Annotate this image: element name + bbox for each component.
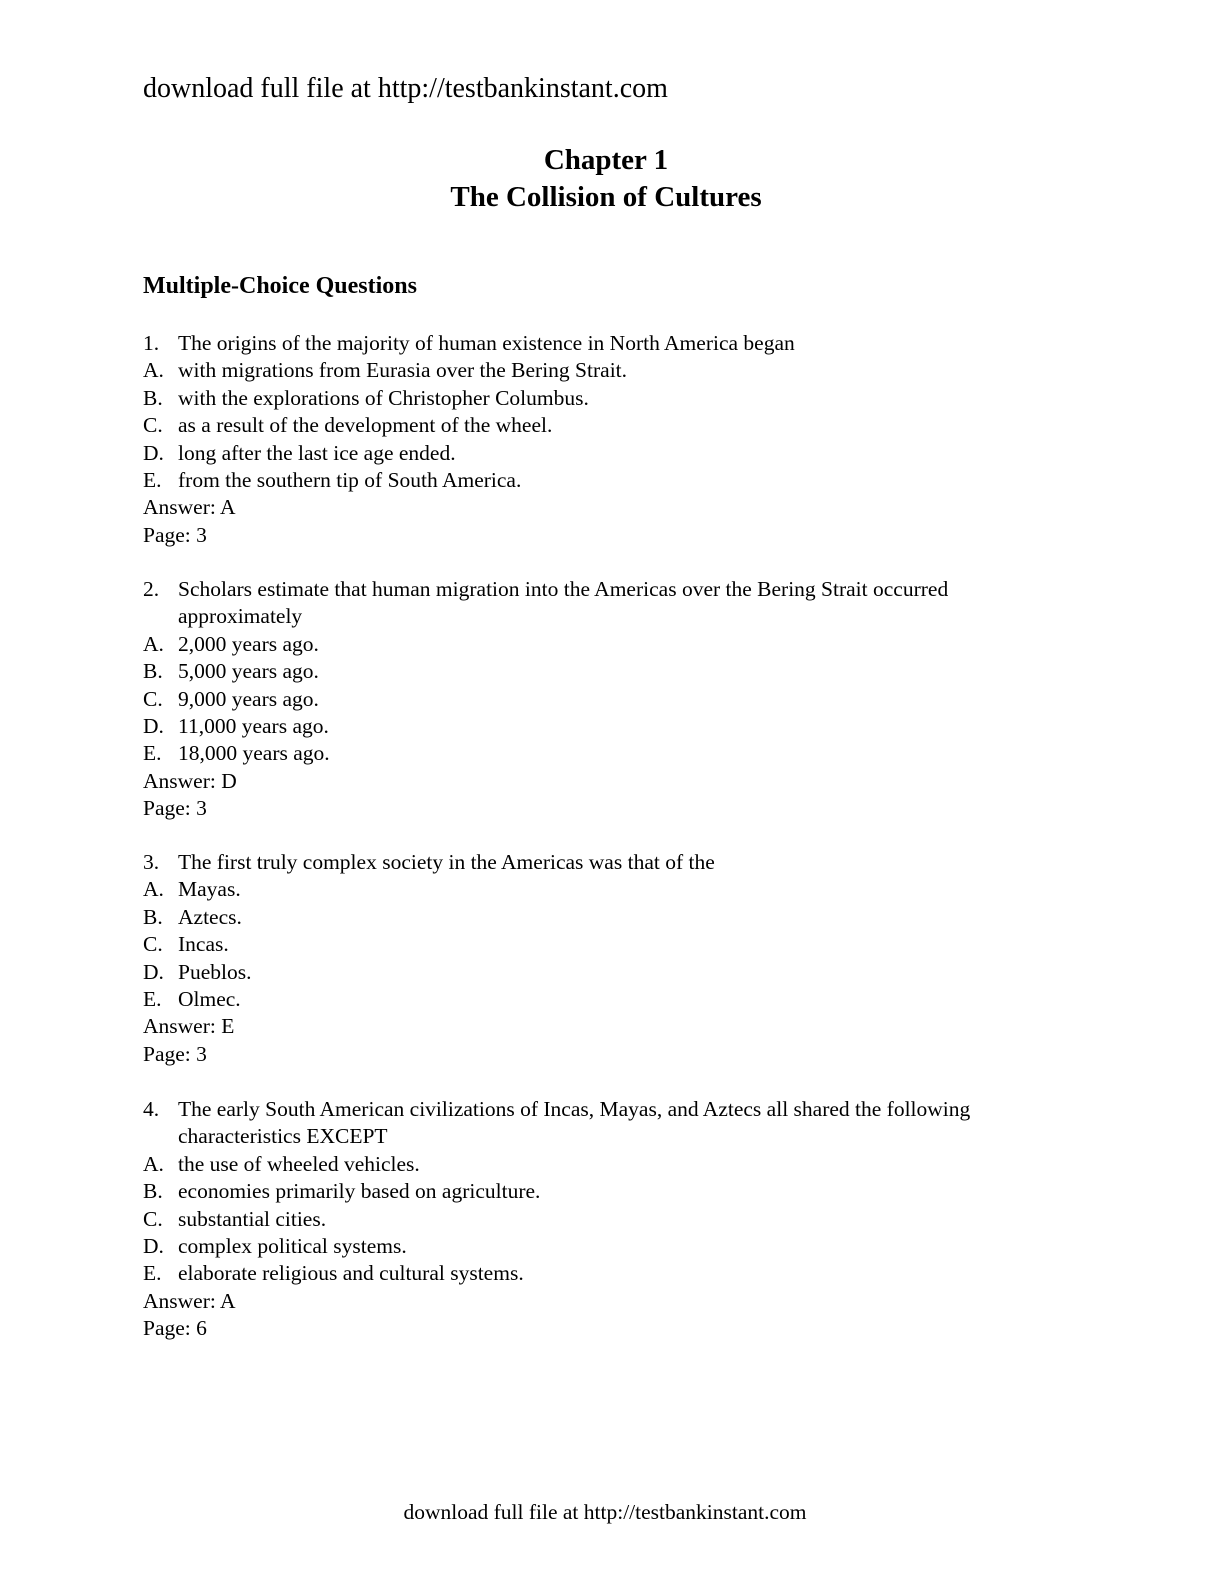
- option-c: [143, 686, 1073, 713]
- option-letter: D.: [143, 959, 164, 984]
- option-e: [143, 467, 1073, 494]
- option-letter: B.: [143, 904, 163, 929]
- option-text: complex political systems.: [178, 1234, 407, 1259]
- option-text: elaborate religious and cultural systems.: [178, 1261, 524, 1286]
- answer-line: Answer: D: [143, 768, 237, 793]
- option-a: [143, 876, 1073, 903]
- option-d: [143, 440, 1073, 467]
- option-text: Olmec.: [178, 987, 241, 1012]
- option-letter: C.: [143, 932, 163, 957]
- option-text: with the explorations of Christopher Columbus.: [178, 385, 589, 410]
- question-text: The origins of the majority of human existence in North America began: [178, 331, 795, 355]
- option-text: with migrations from Eurasia over the Bering Strait.: [178, 358, 628, 383]
- question-2: [143, 576, 1073, 823]
- option-letter: D.: [143, 714, 164, 739]
- option-d: [143, 713, 1073, 740]
- option-letter: E.: [143, 468, 162, 493]
- option-text: long after the last ice age ended.: [178, 440, 456, 465]
- option-c: [143, 412, 1073, 439]
- question-number: 3.: [143, 850, 160, 874]
- question-stem: [143, 1096, 1073, 1151]
- option-text: Aztecs.: [178, 904, 242, 929]
- question-stem: [143, 576, 1073, 631]
- option-a: [143, 357, 1073, 384]
- option-letter: E.: [143, 741, 162, 766]
- answer-line: Answer: A: [143, 495, 236, 520]
- option-text: 9,000 years ago.: [178, 686, 319, 711]
- page-reference: Page: 3: [143, 522, 207, 547]
- question-text: The first truly complex society in the Americas was that of the: [178, 850, 715, 874]
- page-reference: Page: 3: [143, 796, 207, 821]
- option-text: as a result of the development of the wheel.: [178, 413, 553, 438]
- question-number: 4.: [143, 1097, 160, 1121]
- question-stem: [143, 330, 1073, 357]
- option-letter: A.: [143, 877, 164, 902]
- option-text: from the southern tip of South America.: [178, 468, 522, 493]
- option-text: Incas.: [178, 932, 229, 957]
- option-letter: A.: [143, 1151, 164, 1176]
- option-b: [143, 904, 1073, 931]
- option-text: 2,000 years ago.: [178, 631, 319, 656]
- question-1: [143, 330, 1073, 549]
- question-number: 2.: [143, 577, 160, 601]
- option-text: Pueblos.: [178, 959, 252, 984]
- page-reference: Page: 3: [143, 1041, 207, 1066]
- option-b: [143, 658, 1073, 685]
- option-c: [143, 931, 1073, 958]
- footer-download-link[interactable]: download full file at http://testbankinstant.com: [403, 1500, 807, 1524]
- option-text: Mayas.: [178, 877, 241, 902]
- option-c: [143, 1206, 1073, 1233]
- question-text: The early South American civilizations of Incas, Mayas, and Aztecs all shared the following characteristics EXCEPT: [178, 1097, 971, 1149]
- option-text: 11,000 years ago.: [178, 714, 329, 739]
- option-letter: D.: [143, 1234, 164, 1259]
- question-stem: [143, 849, 1073, 876]
- option-b: [143, 385, 1073, 412]
- option-text: the use of wheeled vehicles.: [178, 1151, 420, 1176]
- option-letter: E.: [143, 987, 162, 1012]
- option-letter: A.: [143, 631, 164, 656]
- header-download-link[interactable]: download full file at http://testbankinstant.com: [143, 73, 668, 104]
- section-heading: Multiple-Choice Questions: [143, 273, 417, 299]
- question-4: [143, 1096, 1073, 1343]
- option-text: 18,000 years ago.: [178, 741, 330, 766]
- page-title: [0, 142, 1212, 216]
- option-letter: C.: [143, 413, 163, 438]
- option-b: [143, 1178, 1073, 1205]
- option-d: [143, 1233, 1073, 1260]
- chapter-number: Chapter 1: [543, 144, 669, 176]
- question-number: 1.: [143, 331, 160, 355]
- option-e: [143, 1260, 1073, 1287]
- answer-line: Answer: A: [143, 1288, 236, 1313]
- option-a: [143, 631, 1073, 658]
- option-d: [143, 959, 1073, 986]
- option-letter: B.: [143, 1179, 163, 1204]
- option-a: [143, 1151, 1073, 1178]
- option-letter: B.: [143, 659, 163, 684]
- option-letter: A.: [143, 358, 164, 383]
- option-letter: E.: [143, 1261, 162, 1286]
- question-text: Scholars estimate that human migration into the Americas over the Bering Strait occurred approximately: [178, 577, 949, 629]
- option-letter: C.: [143, 686, 163, 711]
- option-text: 5,000 years ago.: [178, 659, 319, 684]
- chapter-subtitle: The Collision of Cultures: [450, 181, 762, 213]
- option-letter: C.: [143, 1206, 163, 1231]
- answer-line: Answer: E: [143, 1014, 235, 1039]
- option-e: [143, 986, 1073, 1013]
- page-reference: Page: 6: [143, 1316, 207, 1341]
- option-text: economies primarily based on agriculture.: [178, 1179, 541, 1204]
- option-letter: B.: [143, 385, 163, 410]
- question-3: [143, 849, 1073, 1068]
- option-e: [143, 740, 1073, 767]
- option-text: substantial cities.: [178, 1206, 327, 1231]
- option-letter: D.: [143, 440, 164, 465]
